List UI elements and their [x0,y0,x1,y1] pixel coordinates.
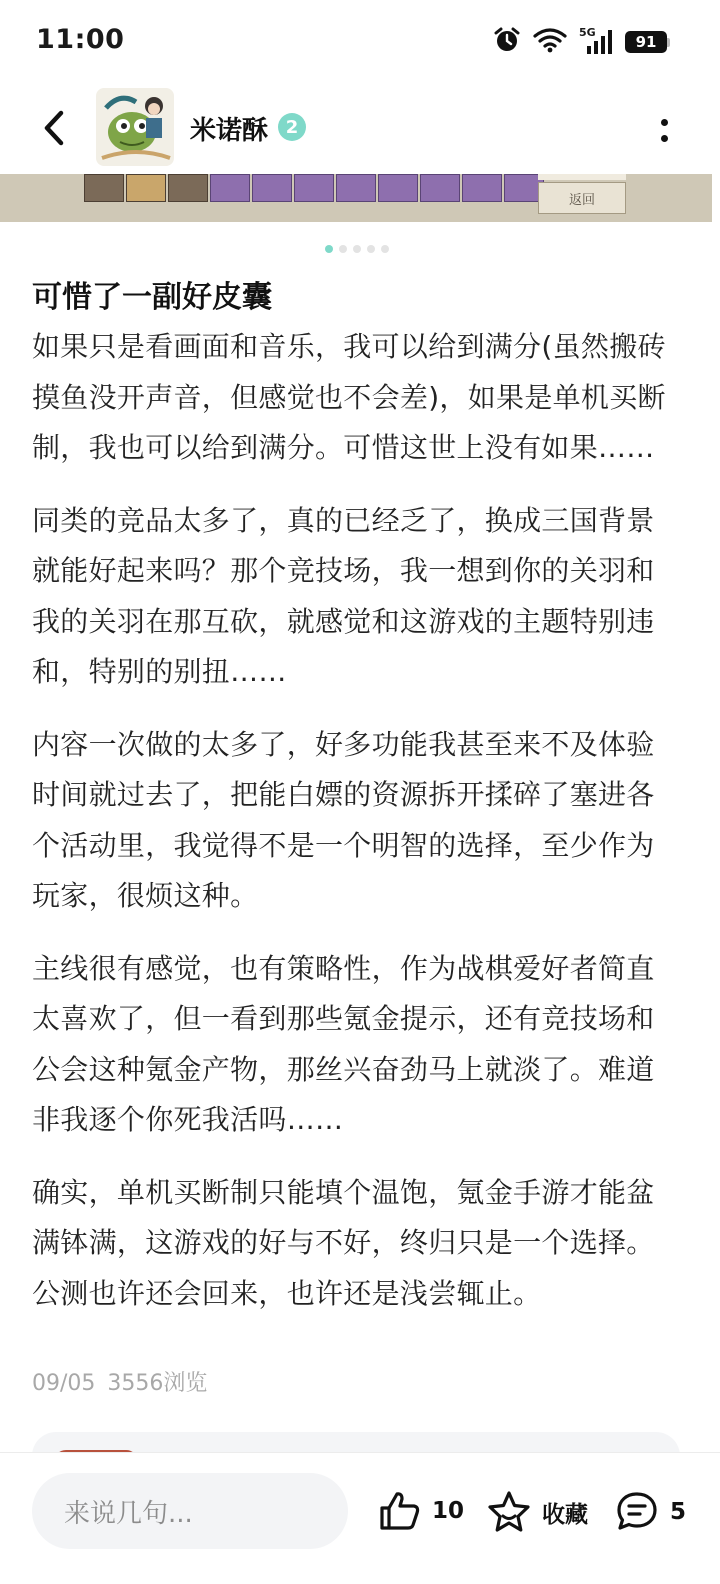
alarm-icon [493,26,521,58]
paragraph: 如果只是看画面和音乐，我可以给到满分(虽然搬砖摸鱼没开声音，但感觉也不会差)，如果是单机买断制，我也可以给到满分。可惜这世上没有如果…… [32,330,666,464]
post-title: 可惜了一副好皮囊 [32,280,272,315]
wifi-icon [533,27,567,57]
network-type: 5G [579,26,596,39]
paragraph: 内容一次做的太多了，好多功能我甚至来不及体验时间就过去了，把能白嫖的资源拆开揉碎了塞进各个活动里，我觉得不是一个明智的选择，至少作为玩家，很烦这种。 [32,727,655,912]
favorite-label: 收藏 [542,1501,588,1528]
status-bar [0,0,720,84]
level-badge: 2 [278,113,306,141]
comment-count: 5 [670,1499,687,1525]
more-vertical-icon [661,119,668,126]
paragraph: 同类的竞品太多了，真的已经乏了，换成三国背景就能好起来吗？那个竞技场，我一想到你的关羽和我的关羽在那互砍，就感觉和这游戏的主题特别违和，特别的别扭…… [32,503,655,688]
post-date: 09/05 [32,1371,96,1396]
carousel-dot[interactable] [381,245,389,253]
post-meta [32,1366,207,1397]
carousel-dot[interactable] [367,245,375,253]
paragraph: 主线很有感觉，也有策略性，作为战棋爱好者简直太喜欢了，但一看到那些氪金提示，还有竞技场和公会这种氪金产物，那丝兴奋劲马上就淡了。难道非我逐个你死我活吗…… [32,951,655,1136]
comment-bubble-icon [614,1489,660,1535]
status-time: 11:00 [36,24,125,55]
signal-icon [579,28,613,56]
post-image-carousel[interactable] [0,174,712,222]
paragraph: 确实，单机买断制只能填个温饱，氪金手游才能盆满钵满，这游戏的好与不好，终归只是一个选择。公测也许还会回来，也许还是浅尝辄止。 [32,1175,655,1310]
carousel-dot[interactable] [353,245,361,253]
carousel-dot[interactable] [325,245,333,253]
star-icon [486,1489,532,1535]
view-count: 3556浏览 [107,1371,208,1396]
back-arrow-icon [41,109,67,147]
bottom-action-bar [0,1452,720,1584]
like-button[interactable] [378,1489,464,1533]
more-button[interactable] [644,108,684,152]
favorite-button[interactable] [486,1489,588,1535]
image-content [84,174,544,202]
battery-level: 91 [625,31,667,53]
battery-icon [625,31,670,53]
comment-input[interactable]: 来说几句... [32,1473,348,1549]
carousel-dot[interactable] [339,245,347,253]
image-return-button: 返回 [538,182,626,214]
back-button[interactable] [32,106,76,150]
thumbs-up-icon [378,1489,422,1533]
post-body [32,322,672,1341]
comment-button[interactable] [614,1489,686,1535]
like-count: 10 [432,1498,465,1524]
status-icons [493,26,670,58]
carousel-indicator [325,245,389,253]
username[interactable]: 米诺酥 [190,116,269,146]
post-header [0,84,720,174]
avatar[interactable] [96,88,174,166]
